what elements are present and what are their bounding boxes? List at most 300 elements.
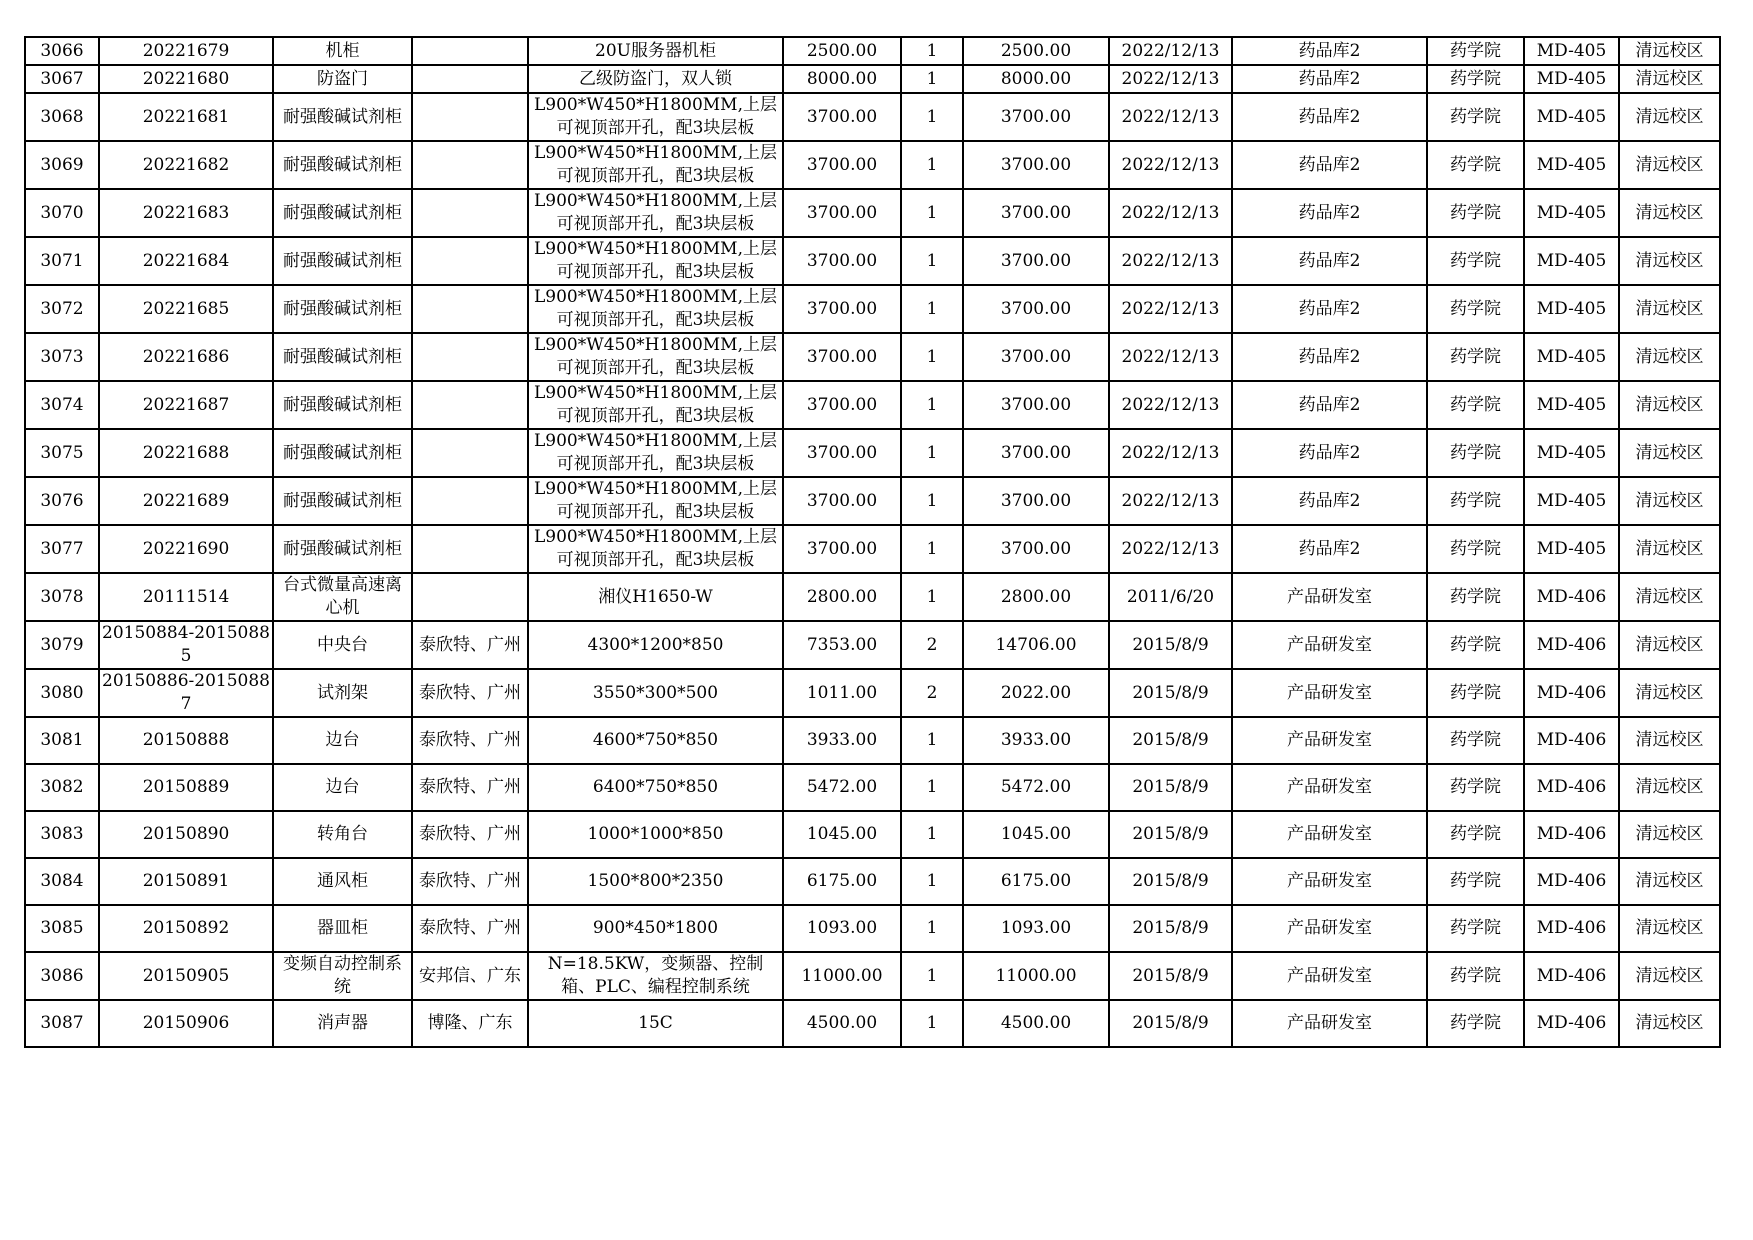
room-cell: 产品研发室	[1232, 717, 1427, 764]
asset-id-cell: 20221685	[99, 285, 273, 333]
row-number-cell: 3076	[25, 477, 99, 525]
asset-name-cell: 耐强酸碱试剂柜	[273, 429, 412, 477]
row-number-cell: 3081	[25, 717, 99, 764]
campus-cell: 清远校区	[1619, 952, 1720, 1000]
specification-cell: L900*W450*H1800MM,上层可视顶部开孔，配3块层板	[528, 93, 783, 141]
unit-price-cell: 3700.00	[783, 477, 901, 525]
location-code-cell: MD-406	[1524, 811, 1619, 858]
purchase-date-cell: 2015/8/9	[1109, 621, 1232, 669]
room-cell: 产品研发室	[1232, 858, 1427, 905]
room-cell: 产品研发室	[1232, 811, 1427, 858]
asset-name-cell: 台式微量高速离心机	[273, 573, 412, 621]
row-number-cell: 3074	[25, 381, 99, 429]
unit-price-cell: 5472.00	[783, 764, 901, 811]
amount-cell: 2800.00	[963, 573, 1109, 621]
room-cell: 药品库2	[1232, 285, 1427, 333]
quantity-cell: 2	[901, 669, 963, 717]
location-code-cell: MD-406	[1524, 858, 1619, 905]
asset-name-cell: 边台	[273, 717, 412, 764]
purchase-date-cell: 2022/12/13	[1109, 381, 1232, 429]
unit-price-cell: 3933.00	[783, 717, 901, 764]
purchase-date-cell: 2022/12/13	[1109, 189, 1232, 237]
location-code-cell: MD-405	[1524, 381, 1619, 429]
asset-name-cell: 变频自动控制系统	[273, 952, 412, 1000]
table-row	[25, 93, 1720, 141]
asset-id-cell: 20150884-20150885	[99, 621, 273, 669]
table-row	[25, 905, 1720, 952]
amount-cell: 3700.00	[963, 429, 1109, 477]
manufacturer-cell	[412, 573, 528, 621]
purchase-date-cell: 2015/8/9	[1109, 858, 1232, 905]
table-row	[25, 717, 1720, 764]
location-code-cell: MD-406	[1524, 1000, 1619, 1047]
asset-name-cell: 耐强酸碱试剂柜	[273, 381, 412, 429]
room-cell: 药品库2	[1232, 65, 1427, 93]
manufacturer-cell	[412, 141, 528, 189]
asset-id-cell: 20221687	[99, 381, 273, 429]
location-code-cell: MD-405	[1524, 65, 1619, 93]
asset-id-cell: 20150888	[99, 717, 273, 764]
row-number-cell: 3084	[25, 858, 99, 905]
location-code-cell: MD-405	[1524, 285, 1619, 333]
amount-cell: 8000.00	[963, 65, 1109, 93]
quantity-cell: 1	[901, 333, 963, 381]
table-row	[25, 333, 1720, 381]
purchase-date-cell: 2015/8/9	[1109, 952, 1232, 1000]
quantity-cell: 1	[901, 237, 963, 285]
room-cell: 药品库2	[1232, 381, 1427, 429]
row-number-cell: 3085	[25, 905, 99, 952]
specification-cell: L900*W450*H1800MM,上层可视顶部开孔，配3块层板	[528, 477, 783, 525]
campus-cell: 清远校区	[1619, 477, 1720, 525]
campus-cell: 清远校区	[1619, 573, 1720, 621]
purchase-date-cell: 2022/12/13	[1109, 65, 1232, 93]
manufacturer-cell	[412, 429, 528, 477]
asset-name-cell: 中央台	[273, 621, 412, 669]
table-row	[25, 573, 1720, 621]
campus-cell: 清远校区	[1619, 65, 1720, 93]
manufacturer-cell	[412, 381, 528, 429]
specification-cell: N=18.5KW，变频器、控制箱、PLC、编程控制系统	[528, 952, 783, 1000]
row-number-cell: 3087	[25, 1000, 99, 1047]
table-row	[25, 525, 1720, 573]
location-code-cell: MD-406	[1524, 621, 1619, 669]
asset-name-cell: 防盗门	[273, 65, 412, 93]
location-code-cell: MD-405	[1524, 237, 1619, 285]
table-row	[25, 381, 1720, 429]
row-number-cell: 3075	[25, 429, 99, 477]
department-cell: 药学院	[1427, 381, 1524, 429]
unit-price-cell: 3700.00	[783, 381, 901, 429]
unit-price-cell: 1093.00	[783, 905, 901, 952]
table-row	[25, 621, 1720, 669]
asset-name-cell: 耐强酸碱试剂柜	[273, 333, 412, 381]
department-cell: 药学院	[1427, 905, 1524, 952]
purchase-date-cell: 2015/8/9	[1109, 717, 1232, 764]
purchase-date-cell: 2022/12/13	[1109, 93, 1232, 141]
table-row	[25, 1000, 1720, 1047]
unit-price-cell: 3700.00	[783, 429, 901, 477]
unit-price-cell: 6175.00	[783, 858, 901, 905]
department-cell: 药学院	[1427, 669, 1524, 717]
room-cell: 药品库2	[1232, 141, 1427, 189]
asset-id-cell: 20150892	[99, 905, 273, 952]
campus-cell: 清远校区	[1619, 811, 1720, 858]
manufacturer-cell	[412, 237, 528, 285]
amount-cell: 5472.00	[963, 764, 1109, 811]
asset-id-cell: 20150905	[99, 952, 273, 1000]
manufacturer-cell	[412, 93, 528, 141]
quantity-cell: 1	[901, 189, 963, 237]
asset-id-cell: 20221690	[99, 525, 273, 573]
specification-cell: L900*W450*H1800MM,上层可视顶部开孔，配3块层板	[528, 189, 783, 237]
asset-id-cell: 20221684	[99, 237, 273, 285]
table-row	[25, 952, 1720, 1000]
unit-price-cell: 3700.00	[783, 525, 901, 573]
location-code-cell: MD-405	[1524, 189, 1619, 237]
location-code-cell: MD-406	[1524, 717, 1619, 764]
department-cell: 药学院	[1427, 285, 1524, 333]
asset-id-cell: 20150906	[99, 1000, 273, 1047]
unit-price-cell: 3700.00	[783, 237, 901, 285]
unit-price-cell: 2500.00	[783, 37, 901, 65]
specification-cell: 900*450*1800	[528, 905, 783, 952]
asset-table	[24, 36, 1721, 1048]
location-code-cell: MD-405	[1524, 141, 1619, 189]
purchase-date-cell: 2022/12/13	[1109, 141, 1232, 189]
table-row	[25, 237, 1720, 285]
campus-cell: 清远校区	[1619, 717, 1720, 764]
amount-cell: 2022.00	[963, 669, 1109, 717]
row-number-cell: 3070	[25, 189, 99, 237]
asset-name-cell: 耐强酸碱试剂柜	[273, 285, 412, 333]
amount-cell: 3700.00	[963, 381, 1109, 429]
amount-cell: 2500.00	[963, 37, 1109, 65]
asset-name-cell: 耐强酸碱试剂柜	[273, 477, 412, 525]
quantity-cell: 1	[901, 811, 963, 858]
row-number-cell: 3077	[25, 525, 99, 573]
department-cell: 药学院	[1427, 477, 1524, 525]
asset-name-cell: 耐强酸碱试剂柜	[273, 189, 412, 237]
manufacturer-cell	[412, 189, 528, 237]
room-cell: 产品研发室	[1232, 669, 1427, 717]
asset-id-cell: 20221681	[99, 93, 273, 141]
unit-price-cell: 3700.00	[783, 189, 901, 237]
specification-cell: L900*W450*H1800MM,上层可视顶部开孔，配3块层板	[528, 237, 783, 285]
campus-cell: 清远校区	[1619, 905, 1720, 952]
row-number-cell: 3067	[25, 65, 99, 93]
department-cell: 药学院	[1427, 525, 1524, 573]
manufacturer-cell	[412, 333, 528, 381]
department-cell: 药学院	[1427, 858, 1524, 905]
specification-cell: L900*W450*H1800MM,上层可视顶部开孔，配3块层板	[528, 285, 783, 333]
department-cell: 药学院	[1427, 952, 1524, 1000]
purchase-date-cell: 2015/8/9	[1109, 669, 1232, 717]
asset-name-cell: 耐强酸碱试剂柜	[273, 93, 412, 141]
specification-cell: L900*W450*H1800MM,上层可视顶部开孔，配3块层板	[528, 141, 783, 189]
purchase-date-cell: 2022/12/13	[1109, 285, 1232, 333]
location-code-cell: MD-405	[1524, 37, 1619, 65]
room-cell: 药品库2	[1232, 429, 1427, 477]
row-number-cell: 3080	[25, 669, 99, 717]
quantity-cell: 1	[901, 525, 963, 573]
department-cell: 药学院	[1427, 93, 1524, 141]
table-row	[25, 764, 1720, 811]
quantity-cell: 1	[901, 141, 963, 189]
table-row	[25, 189, 1720, 237]
room-cell: 产品研发室	[1232, 952, 1427, 1000]
purchase-date-cell: 2015/8/9	[1109, 905, 1232, 952]
manufacturer-cell: 安邦信、广东	[412, 952, 528, 1000]
asset-id-cell: 20111514	[99, 573, 273, 621]
location-code-cell: MD-406	[1524, 573, 1619, 621]
amount-cell: 3700.00	[963, 333, 1109, 381]
department-cell: 药学院	[1427, 621, 1524, 669]
asset-id-cell: 20150886-20150887	[99, 669, 273, 717]
department-cell: 药学院	[1427, 141, 1524, 189]
department-cell: 药学院	[1427, 429, 1524, 477]
quantity-cell: 1	[901, 717, 963, 764]
campus-cell: 清远校区	[1619, 1000, 1720, 1047]
asset-id-cell: 20150891	[99, 858, 273, 905]
table-row	[25, 477, 1720, 525]
asset-id-cell: 20221688	[99, 429, 273, 477]
manufacturer-cell	[412, 525, 528, 573]
amount-cell: 3700.00	[963, 93, 1109, 141]
room-cell: 药品库2	[1232, 189, 1427, 237]
purchase-date-cell: 2022/12/13	[1109, 429, 1232, 477]
campus-cell: 清远校区	[1619, 669, 1720, 717]
specification-cell: 3550*300*500	[528, 669, 783, 717]
purchase-date-cell: 2015/8/9	[1109, 764, 1232, 811]
location-code-cell: MD-405	[1524, 477, 1619, 525]
department-cell: 药学院	[1427, 1000, 1524, 1047]
specification-cell: 6400*750*850	[528, 764, 783, 811]
specification-cell: 15C	[528, 1000, 783, 1047]
asset-id-cell: 20221679	[99, 37, 273, 65]
location-code-cell: MD-405	[1524, 333, 1619, 381]
asset-id-cell: 20221680	[99, 65, 273, 93]
room-cell: 产品研发室	[1232, 1000, 1427, 1047]
quantity-cell: 1	[901, 764, 963, 811]
specification-cell: L900*W450*H1800MM,上层可视顶部开孔，配3块层板	[528, 429, 783, 477]
amount-cell: 1045.00	[963, 811, 1109, 858]
room-cell: 药品库2	[1232, 477, 1427, 525]
table-row	[25, 811, 1720, 858]
amount-cell: 3933.00	[963, 717, 1109, 764]
amount-cell: 6175.00	[963, 858, 1109, 905]
campus-cell: 清远校区	[1619, 333, 1720, 381]
table-row	[25, 65, 1720, 93]
quantity-cell: 1	[901, 429, 963, 477]
manufacturer-cell	[412, 285, 528, 333]
department-cell: 药学院	[1427, 764, 1524, 811]
campus-cell: 清远校区	[1619, 285, 1720, 333]
quantity-cell: 1	[901, 858, 963, 905]
room-cell: 药品库2	[1232, 237, 1427, 285]
table-row	[25, 858, 1720, 905]
purchase-date-cell: 2022/12/13	[1109, 237, 1232, 285]
asset-name-cell: 器皿柜	[273, 905, 412, 952]
manufacturer-cell: 泰欣特、广州	[412, 764, 528, 811]
amount-cell: 3700.00	[963, 237, 1109, 285]
asset-name-cell: 耐强酸碱试剂柜	[273, 237, 412, 285]
asset-name-cell: 转角台	[273, 811, 412, 858]
quantity-cell: 1	[901, 477, 963, 525]
location-code-cell: MD-405	[1524, 429, 1619, 477]
quantity-cell: 1	[901, 93, 963, 141]
amount-cell: 3700.00	[963, 525, 1109, 573]
row-number-cell: 3086	[25, 952, 99, 1000]
unit-price-cell: 3700.00	[783, 93, 901, 141]
department-cell: 药学院	[1427, 37, 1524, 65]
unit-price-cell: 3700.00	[783, 141, 901, 189]
unit-price-cell: 7353.00	[783, 621, 901, 669]
room-cell: 药品库2	[1232, 37, 1427, 65]
row-number-cell: 3079	[25, 621, 99, 669]
amount-cell: 3700.00	[963, 477, 1109, 525]
quantity-cell: 1	[901, 952, 963, 1000]
campus-cell: 清远校区	[1619, 93, 1720, 141]
room-cell: 药品库2	[1232, 333, 1427, 381]
department-cell: 药学院	[1427, 237, 1524, 285]
row-number-cell: 3069	[25, 141, 99, 189]
campus-cell: 清远校区	[1619, 37, 1720, 65]
amount-cell: 4500.00	[963, 1000, 1109, 1047]
specification-cell: L900*W450*H1800MM,上层可视顶部开孔，配3块层板	[528, 525, 783, 573]
quantity-cell: 1	[901, 381, 963, 429]
asset-id-cell: 20221686	[99, 333, 273, 381]
department-cell: 药学院	[1427, 811, 1524, 858]
specification-cell: 1000*1000*850	[528, 811, 783, 858]
unit-price-cell: 11000.00	[783, 952, 901, 1000]
campus-cell: 清远校区	[1619, 858, 1720, 905]
department-cell: 药学院	[1427, 333, 1524, 381]
specification-cell: L900*W450*H1800MM,上层可视顶部开孔，配3块层板	[528, 381, 783, 429]
location-code-cell: MD-406	[1524, 764, 1619, 811]
amount-cell: 1093.00	[963, 905, 1109, 952]
amount-cell: 3700.00	[963, 189, 1109, 237]
quantity-cell: 1	[901, 65, 963, 93]
manufacturer-cell: 泰欣特、广州	[412, 905, 528, 952]
asset-name-cell: 消声器	[273, 1000, 412, 1047]
room-cell: 产品研发室	[1232, 764, 1427, 811]
manufacturer-cell: 泰欣特、广州	[412, 811, 528, 858]
department-cell: 药学院	[1427, 573, 1524, 621]
unit-price-cell: 1011.00	[783, 669, 901, 717]
purchase-date-cell: 2022/12/13	[1109, 333, 1232, 381]
location-code-cell: MD-406	[1524, 952, 1619, 1000]
manufacturer-cell	[412, 37, 528, 65]
location-code-cell: MD-406	[1524, 669, 1619, 717]
asset-name-cell: 耐强酸碱试剂柜	[273, 525, 412, 573]
row-number-cell: 3083	[25, 811, 99, 858]
campus-cell: 清远校区	[1619, 525, 1720, 573]
asset-id-cell: 20150890	[99, 811, 273, 858]
campus-cell: 清远校区	[1619, 141, 1720, 189]
manufacturer-cell	[412, 65, 528, 93]
campus-cell: 清远校区	[1619, 429, 1720, 477]
campus-cell: 清远校区	[1619, 189, 1720, 237]
amount-cell: 14706.00	[963, 621, 1109, 669]
purchase-date-cell: 2022/12/13	[1109, 477, 1232, 525]
asset-table-sheet	[24, 36, 1721, 1048]
quantity-cell: 1	[901, 285, 963, 333]
row-number-cell: 3078	[25, 573, 99, 621]
campus-cell: 清远校区	[1619, 764, 1720, 811]
manufacturer-cell: 泰欣特、广州	[412, 669, 528, 717]
specification-cell: L900*W450*H1800MM,上层可视顶部开孔，配3块层板	[528, 333, 783, 381]
row-number-cell: 3082	[25, 764, 99, 811]
quantity-cell: 1	[901, 1000, 963, 1047]
asset-name-cell: 边台	[273, 764, 412, 811]
amount-cell: 3700.00	[963, 141, 1109, 189]
campus-cell: 清远校区	[1619, 381, 1720, 429]
table-row	[25, 37, 1720, 65]
table-row	[25, 669, 1720, 717]
row-number-cell: 3073	[25, 333, 99, 381]
manufacturer-cell: 泰欣特、广州	[412, 717, 528, 764]
row-number-cell: 3066	[25, 37, 99, 65]
unit-price-cell: 3700.00	[783, 333, 901, 381]
purchase-date-cell: 2011/6/20	[1109, 573, 1232, 621]
room-cell: 产品研发室	[1232, 905, 1427, 952]
row-number-cell: 3068	[25, 93, 99, 141]
quantity-cell: 2	[901, 621, 963, 669]
room-cell: 药品库2	[1232, 525, 1427, 573]
table-row	[25, 141, 1720, 189]
asset-id-cell: 20221682	[99, 141, 273, 189]
amount-cell: 3700.00	[963, 285, 1109, 333]
campus-cell: 清远校区	[1619, 237, 1720, 285]
quantity-cell: 1	[901, 905, 963, 952]
asset-name-cell: 试剂架	[273, 669, 412, 717]
asset-id-cell: 20221689	[99, 477, 273, 525]
asset-id-cell: 20221683	[99, 189, 273, 237]
unit-price-cell: 8000.00	[783, 65, 901, 93]
location-code-cell: MD-405	[1524, 93, 1619, 141]
specification-cell: 4300*1200*850	[528, 621, 783, 669]
quantity-cell: 1	[901, 37, 963, 65]
specification-cell: 1500*800*2350	[528, 858, 783, 905]
department-cell: 药学院	[1427, 189, 1524, 237]
location-code-cell: MD-405	[1524, 525, 1619, 573]
table-row	[25, 429, 1720, 477]
purchase-date-cell: 2022/12/13	[1109, 525, 1232, 573]
unit-price-cell: 3700.00	[783, 285, 901, 333]
manufacturer-cell: 博隆、广东	[412, 1000, 528, 1047]
row-number-cell: 3071	[25, 237, 99, 285]
purchase-date-cell: 2015/8/9	[1109, 811, 1232, 858]
manufacturer-cell: 泰欣特、广州	[412, 858, 528, 905]
manufacturer-cell: 泰欣特、广州	[412, 621, 528, 669]
specification-cell: 乙级防盗门，双人锁	[528, 65, 783, 93]
specification-cell: 湘仪H1650-W	[528, 573, 783, 621]
room-cell: 药品库2	[1232, 93, 1427, 141]
campus-cell: 清远校区	[1619, 621, 1720, 669]
quantity-cell: 1	[901, 573, 963, 621]
unit-price-cell: 1045.00	[783, 811, 901, 858]
unit-price-cell: 2800.00	[783, 573, 901, 621]
room-cell: 产品研发室	[1232, 573, 1427, 621]
row-number-cell: 3072	[25, 285, 99, 333]
location-code-cell: MD-406	[1524, 905, 1619, 952]
purchase-date-cell: 2015/8/9	[1109, 1000, 1232, 1047]
asset-name-cell: 通风柜	[273, 858, 412, 905]
department-cell: 药学院	[1427, 717, 1524, 764]
asset-id-cell: 20150889	[99, 764, 273, 811]
unit-price-cell: 4500.00	[783, 1000, 901, 1047]
